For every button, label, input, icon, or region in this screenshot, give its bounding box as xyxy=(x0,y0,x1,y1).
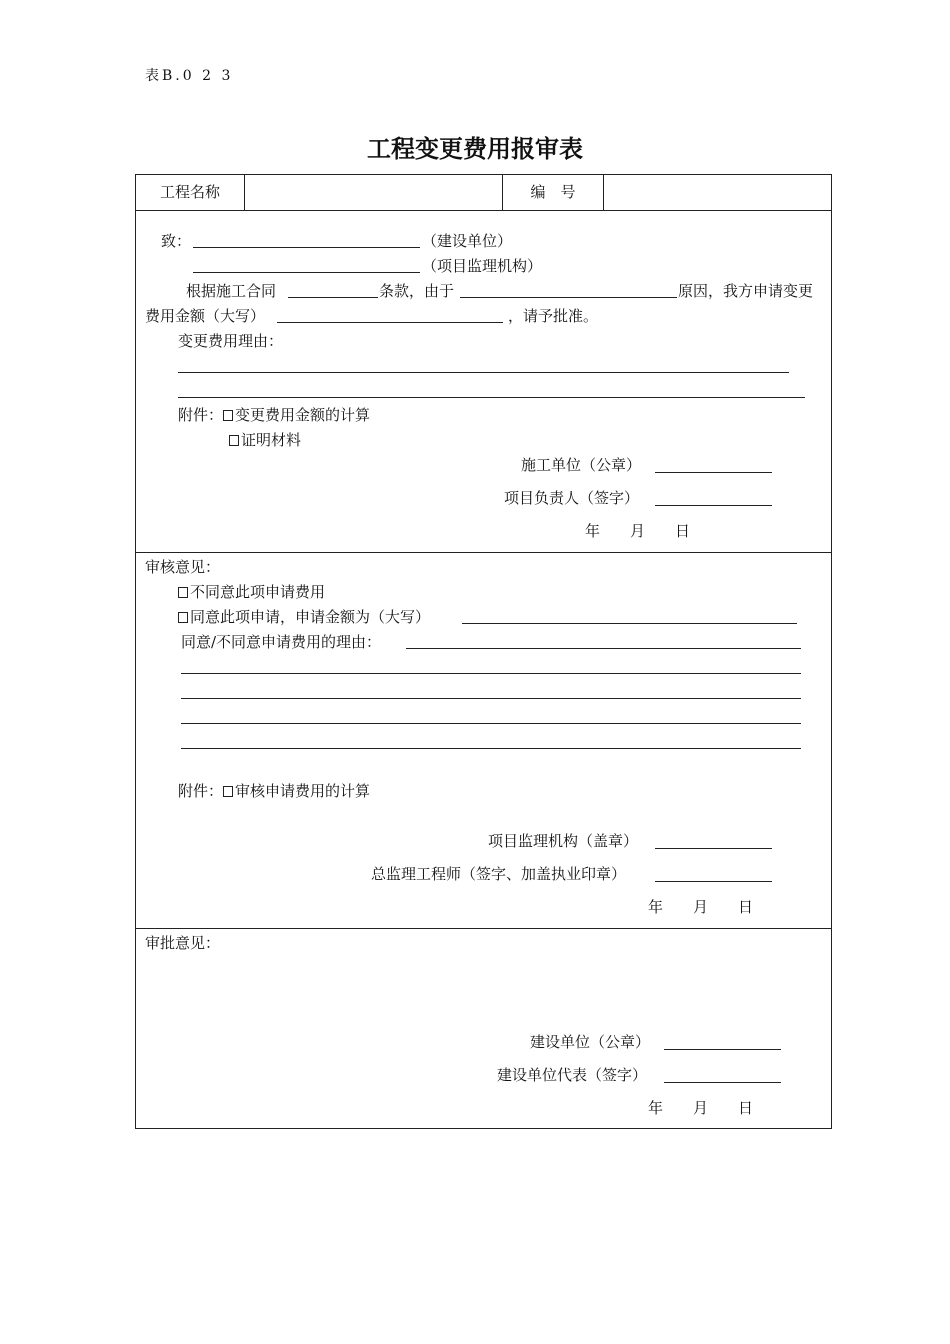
page-title: 工程变更费用报审表 xyxy=(367,135,583,163)
clause-prefix: 根据施工合同 xyxy=(186,282,277,300)
divider xyxy=(603,174,604,210)
supervisor-suffix: （项目监理机构） xyxy=(422,257,543,275)
checkbox[interactable] xyxy=(223,410,233,421)
amount-suffix: ，请予批准。 xyxy=(508,307,599,325)
owner-rep-label: 建设单位代表（签字） xyxy=(497,1066,648,1084)
option-text: 同意此项申请，申请金额为（大写） xyxy=(190,608,431,626)
attach-label xyxy=(178,405,370,425)
review-label: 审核意见： xyxy=(145,558,221,576)
divider xyxy=(135,210,832,211)
review-reason-label: 同意/不同意申请费用的理由： xyxy=(181,633,382,651)
chief-sign-label: 总监理工程师（签字、加盖执业印章） xyxy=(371,865,627,883)
attach-label-text: 附件： xyxy=(178,782,224,800)
owner-rep-field[interactable] xyxy=(664,1082,781,1083)
opt-agree xyxy=(178,607,430,627)
clause-field[interactable] xyxy=(288,297,378,298)
date-label: 年 月 日 xyxy=(648,898,754,916)
amount-field[interactable] xyxy=(277,322,503,323)
reason-suffix: 原因，我方申请变更 xyxy=(678,282,814,300)
number-label: 编 号 xyxy=(530,183,576,201)
date-label: 年 月 日 xyxy=(648,1099,754,1117)
divider xyxy=(135,552,832,553)
review-reason-line[interactable] xyxy=(406,648,801,649)
attach-label-text: 附件： xyxy=(178,406,224,424)
review-reason-line[interactable] xyxy=(181,673,801,674)
checkbox[interactable] xyxy=(178,612,188,623)
review-attach xyxy=(178,781,370,801)
attach-item: 变更费用金额的计算 xyxy=(235,406,371,424)
chief-sign-field[interactable] xyxy=(655,881,772,882)
owner-field[interactable] xyxy=(193,247,420,248)
org-seal-label: 项目监理机构（盖章） xyxy=(488,832,639,850)
attach-row xyxy=(229,430,301,450)
clause-mid: 条款，由于 xyxy=(379,282,455,300)
supervisor-field[interactable] xyxy=(193,272,420,273)
contractor-seal-field[interactable] xyxy=(655,472,772,473)
number-field[interactable] xyxy=(605,176,830,209)
review-reason-line[interactable] xyxy=(181,698,801,699)
checkbox[interactable] xyxy=(178,587,188,598)
divider xyxy=(244,174,245,210)
reason-line[interactable] xyxy=(178,397,805,398)
owner-seal-label: 建设单位（公章） xyxy=(530,1033,651,1051)
attach-item: 证明材料 xyxy=(241,431,302,449)
pm-sign-field[interactable] xyxy=(655,505,772,506)
attach-item: 审核申请费用的计算 xyxy=(235,782,371,800)
owner-suffix: （建设单位） xyxy=(422,232,513,250)
owner-seal-field[interactable] xyxy=(664,1049,781,1050)
opt-disagree xyxy=(178,582,325,602)
approval-label: 审批意见： xyxy=(145,934,221,952)
contractor-seal-label: 施工单位（公章） xyxy=(521,456,642,474)
pm-sign-label: 项目负责人（签字） xyxy=(504,489,640,507)
project-name-label: 工程名称 xyxy=(159,183,220,201)
form-code: 表B.0 2 3 xyxy=(145,68,234,84)
option-text: 不同意此项申请费用 xyxy=(190,583,326,601)
project-name-field[interactable] xyxy=(246,176,500,209)
checkbox[interactable] xyxy=(229,435,239,446)
date-label: 年 月 日 xyxy=(585,522,691,540)
org-seal-field[interactable] xyxy=(655,848,772,849)
to-label: 致： xyxy=(161,232,192,250)
reason-field[interactable] xyxy=(460,297,677,298)
checkbox[interactable] xyxy=(223,786,233,797)
approved-amount-field[interactable] xyxy=(462,623,797,624)
amount-prefix: 费用金额（大写） xyxy=(145,307,266,325)
divider xyxy=(135,928,832,929)
reason-line[interactable] xyxy=(178,372,789,373)
review-reason-line[interactable] xyxy=(181,748,801,749)
review-reason-line[interactable] xyxy=(181,723,801,724)
reason-label: 变更费用理由： xyxy=(178,332,284,350)
